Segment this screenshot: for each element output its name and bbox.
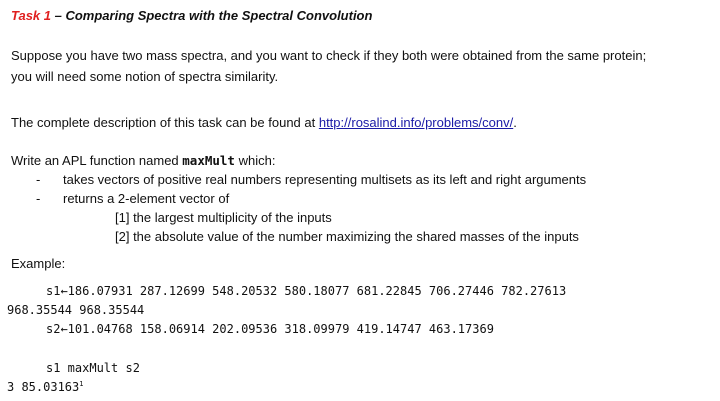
description-suffix: . [513, 115, 517, 130]
intro-line-2: you will need some notion of spectra similarity. [11, 69, 279, 84]
description-paragraph [11, 113, 517, 132]
example-label: Example: [11, 256, 66, 271]
function-spec-suffix: which: [234, 153, 276, 168]
task-number: Task 1 [11, 8, 51, 23]
bullet-text: takes vectors of positive real numbers representing multisets as its left and right arguments [63, 172, 587, 187]
example-s1-line-2: 968.35544 968.35544 [7, 303, 145, 317]
task-description-link[interactable]: http://rosalind.info/problems/conv/ [318, 115, 514, 130]
heading-separator: – [51, 8, 66, 23]
example-result [7, 380, 83, 394]
bullet-text: returns a 2-element vector of [63, 191, 230, 206]
example-s1-line-1: s1←186.07931 287.12699 548.20532 580.18077 681.22845 706.27446 782.27613 [46, 284, 567, 298]
sub-item-text: [1] the largest multiplicity of the inputs [115, 210, 332, 225]
example-s2-line: s2←101.04768 158.06914 202.09536 318.09979 419.14747 463.17369 [46, 322, 494, 336]
function-spec-intro [11, 151, 275, 170]
example-result-value: 3 85.03163 [7, 380, 80, 394]
bullet-dash: - [36, 172, 41, 187]
task-heading [11, 8, 372, 23]
sub-item-text: [2] the absolute value of the number maximizing the shared masses of the inputs [115, 229, 579, 244]
example-call: s1 maxMult s2 [46, 361, 140, 375]
footnote-mark: 1 [79, 380, 84, 388]
bullet-dash: - [36, 191, 41, 206]
intro-line-1: Suppose you have two mass spectra, and you want to check if they both were obtained from the same protein; [11, 48, 647, 63]
function-spec-prefix: Write an APL function named [11, 153, 183, 168]
function-name: maxMult [182, 153, 235, 168]
description-prefix: The complete description of this task can be found at [11, 115, 319, 130]
task-title: Comparing Spectra with the Spectral Convolution [65, 8, 373, 23]
